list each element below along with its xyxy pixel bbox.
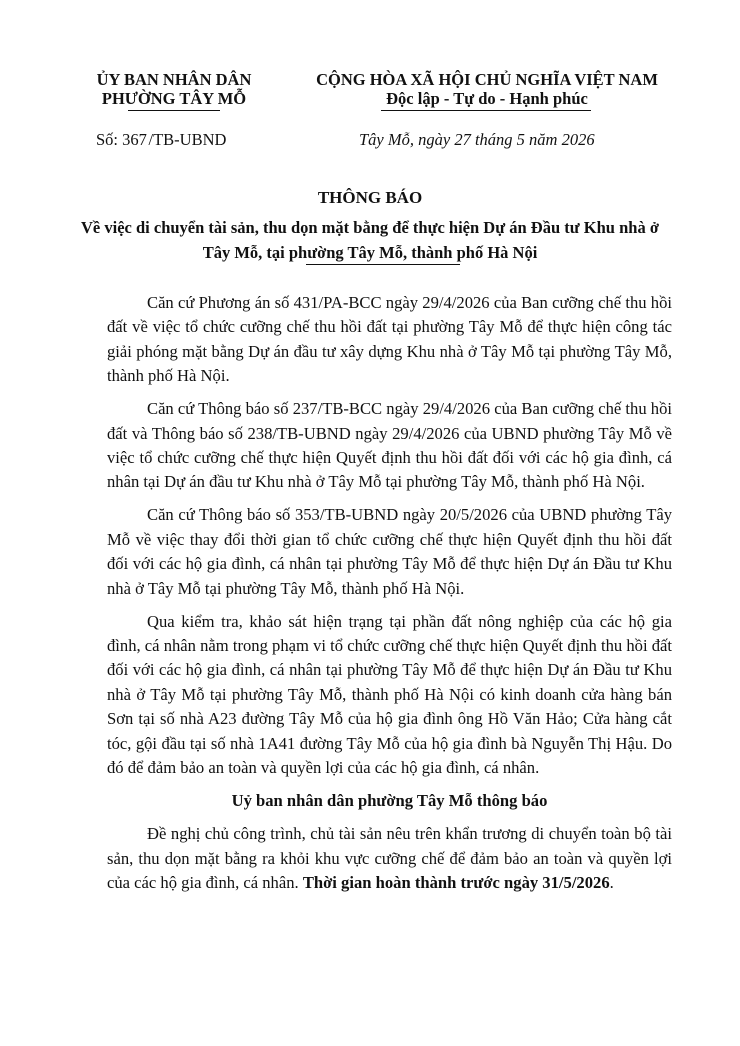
document-title: THÔNG BÁO <box>317 188 423 207</box>
org-line-1: ỦY BAN NHÂN DÂN <box>96 70 252 89</box>
final-paragraph <box>107 822 672 895</box>
issuing-organization <box>88 70 260 108</box>
doc-number-prefix: Số: 367 <box>96 130 147 149</box>
final-paragraph-end: . <box>609 872 614 892</box>
paragraph-1: Căn cứ Phương án số 431/PA-BCC ngày 29/4/2026 của Ban cưỡng chế thu hồi đất về việc tổ chức cưỡng chế thu hồi đất tại phường Tây Mỗ để thực hiện công tác giải phóng mặt bằng Dự án đầu tư xây dựng Khu nhà ở Tây Mỗ tại phường Tây Mỗ, thành phố Hà Nội. <box>107 293 672 386</box>
paragraph-4: Qua kiểm tra, khảo sát hiện trạng tại phần đất nông nghiệp của các hộ gia đình, cá nhân nằm trong phạm vi tổ chức cưỡng chế thực hiện Quyết định thu hồi đất đối với các hộ gia đình, cá nhân tại phường Tây Mỗ để thực hiện Dự án Đầu tư Khu nhà ở Tây Mỗ tại phường Tây Mỗ, thành phố Hà Nội có kinh doanh cửa hàng bán Sơn tại số nhà A23 đường Tây Mỗ của hộ gia đình ông Hồ Văn Hảo; Cửa hàng cắt tóc, gội đầu tại số nhà 1A41 đường Tây Mỗ của hộ gia đình bà Nguyễn Thị Hậu. Do đó để đảm bảo an toàn và quyền lợi của các hộ gia đình, cá nhân. <box>107 611 672 778</box>
doc-number-suffix: /TB-UBND <box>148 130 227 149</box>
announce-heading: Uỷ ban nhân dân phường Tây Mỗ thông báo <box>231 791 548 811</box>
document-number <box>96 130 226 150</box>
paragraph-3: Căn cứ Thông báo số 353/TB-UBND ngày 20/5/2026 của UBND phường Tây Mỗ về việc thay đổi thời gian tổ chức cưỡng chế thực hiện Quyết định thu hồi đất đối với các hộ gia đình, cá nhân tại phường Tây Mỗ để thực hiện Dự án Đầu tư Khu nhà ở Tây Mỗ tại phường Tây Mỗ, thành phố Hà Nội. <box>107 505 672 598</box>
document-date: Tây Mỗ, ngày 27 tháng 5 năm 2026 <box>359 130 595 149</box>
motto-underline <box>381 110 591 111</box>
national-motto <box>282 70 692 108</box>
nation-line-2: Độc lập - Tự do - Hạnh phúc <box>386 89 588 108</box>
org-line-2: PHƯỜNG TÂY MỖ <box>101 89 247 108</box>
subtitle-underline <box>306 264 460 265</box>
document-subtitle: Về việc di chuyển tài sản, thu dọn mặt bằng để thực hiện Dự án Đầu tư Khu nhà ở Tây Mỗ, tại phường Tây Mỗ, thành phố Hà Nội <box>81 218 659 262</box>
final-paragraph-text: Đề nghị chủ công trình, chủ tài sản nêu trên khẩn trương di chuyển toàn bộ tài sản, thu dọn mặt bằng ra khỏi khu vực cưỡng chế để đảm bảo an toàn và quyền lợi của các hộ gia đình, cá nhân. <box>107 824 672 892</box>
org-underline <box>128 110 220 111</box>
document-body <box>107 291 672 904</box>
paragraph-2: Căn cứ Thông báo số 237/TB-BCC ngày 29/4/2026 của Ban cưỡng chế thu hồi đất và Thông báo số 238/TB-UBND ngày 29/4/2026 của UBND phường Tây Mỗ về việc tổ chức cưỡng chế thực hiện Quyết định thu hồi đất đối với các hộ gia đình, cá nhân tại Dự án đầu tư Khu nhà ở Tây Mỗ tại phường Tây Mỗ, thành phố Hà Nội. <box>107 399 672 492</box>
nation-line-1: CỘNG HÒA XÃ HỘI CHỦ NGHĨA VIỆT NAM <box>316 70 658 89</box>
deadline-text: Thời gian hoàn thành trước ngày 31/5/2026 <box>302 872 610 892</box>
